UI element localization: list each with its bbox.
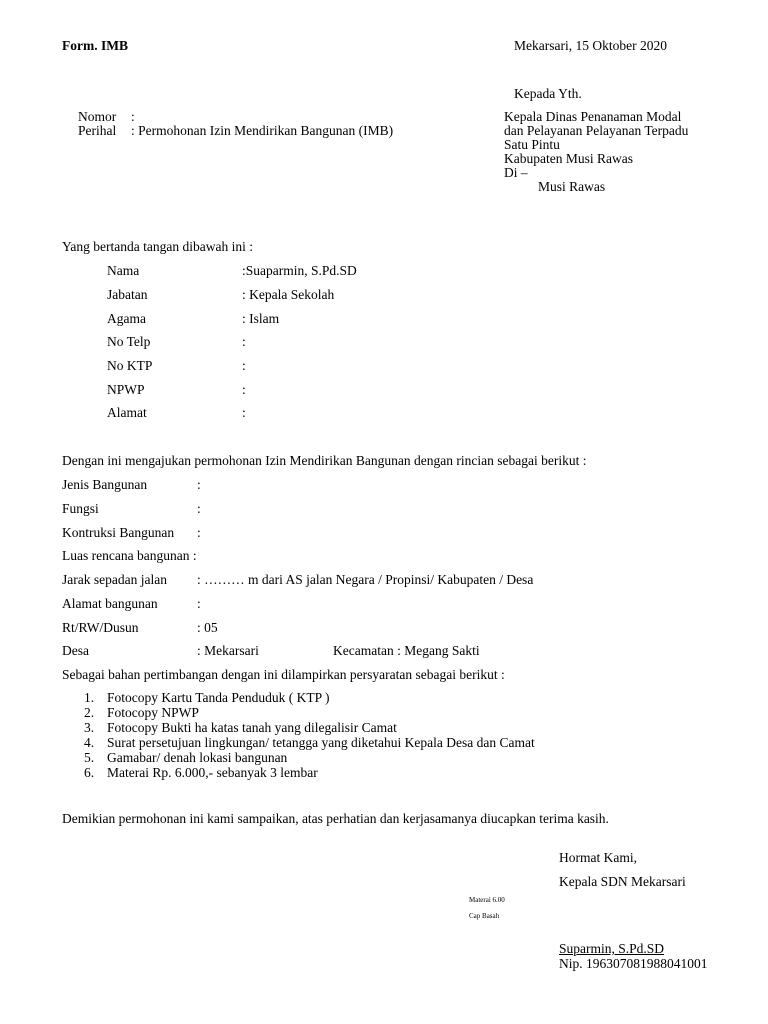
signer-name: Suparmin, S.Pd.SD: [559, 941, 665, 956]
place-date: Mekarsari, 15 Oktober 2020: [514, 38, 667, 53]
signer-nip: Nip. 196307081988041001: [559, 956, 708, 971]
closing-regards: Hormat Kami,: [559, 850, 637, 865]
building-label-desa: Desa: [62, 643, 89, 658]
applicant-intro: Yang bertanda tangan dibawah ini :: [62, 239, 253, 254]
field-label-no-ktp: No KTP: [107, 358, 153, 373]
requirement-number: 4.: [84, 735, 95, 750]
field-label-jabatan: Jabatan: [107, 287, 148, 302]
requirement-number: 5.: [84, 750, 95, 765]
building-label-jenis: Jenis Bangunan: [62, 477, 148, 492]
nomor-value: :: [131, 109, 135, 124]
requirement-number: 2.: [84, 705, 95, 720]
building-value-desa: : Mekarsari: [197, 643, 259, 658]
requirement-item: Surat persetujuan lingkungan/ tetangga yang diketahui Kepala Desa dan Camat: [107, 735, 535, 750]
building-label-fungsi: Fungsi: [62, 501, 99, 516]
field-label-alamat: Alamat: [107, 405, 147, 420]
nomor-label: Nomor: [78, 109, 117, 124]
requirement-item: Gamabar/ denah lokasi bangunan: [107, 750, 288, 765]
building-value-alamat: :: [197, 596, 201, 611]
form-title: Form. IMB: [62, 38, 128, 53]
recipient-line: Satu Pintu: [504, 137, 560, 152]
building-kecamatan: Kecamatan : Megang Sakti: [333, 643, 480, 658]
field-value-npwp: :: [242, 382, 246, 397]
building-intro: Dengan ini mengajukan permohonan Izin Mendirikan Bangunan dengan rincian sebagai berikut :: [62, 453, 587, 468]
cap-basah-note: Cap Basah: [469, 912, 500, 920]
recipient-line: dan Pelayanan Pelayanan Terpadu: [504, 123, 689, 138]
field-value-no-telp: :: [242, 334, 246, 349]
field-value-agama: : Islam: [242, 311, 280, 326]
recipient-greeting: Kepada Yth.: [514, 86, 582, 101]
field-label-agama: Agama: [107, 311, 146, 326]
field-value-no-ktp: :: [242, 358, 246, 373]
recipient-line: Musi Rawas: [538, 179, 606, 194]
closing-text: Demikian permohonan ini kami sampaikan, atas perhatian dan kerjasamanya diucapkan terima kasih.: [62, 811, 609, 826]
requirement-item: Fotocopy NPWP: [107, 705, 199, 720]
recipient-line: Di –: [504, 165, 528, 180]
building-label-jarak: Jarak sepadan jalan: [62, 572, 167, 587]
building-label-luas: Luas rencana bangunan :: [62, 548, 197, 563]
requirement-number: 6.: [84, 765, 95, 780]
requirement-number: 1.: [84, 690, 95, 705]
building-value-rtrw: : 05: [197, 620, 218, 635]
field-label-no-telp: No Telp: [107, 334, 151, 349]
signer-position: Kepala SDN Mekarsari: [559, 874, 686, 889]
requirements-intro: Sebagai bahan pertimbangan dengan ini dilampirkan persyaratan sebagai berikut :: [62, 667, 505, 682]
field-value-alamat: :: [242, 405, 246, 420]
field-value-nama: :Suaparmin, S.Pd.SD: [242, 263, 357, 278]
building-label-alamat: Alamat bangunan: [62, 596, 158, 611]
perihal-value: : Permohonan Izin Mendirikan Bangunan (IMB): [131, 123, 394, 138]
building-value-kontruksi: :: [197, 525, 201, 540]
materai-note: Materai 6.00: [469, 896, 505, 904]
building-value-jenis: :: [197, 477, 201, 492]
requirement-item: Fotocopy Bukti ha katas tanah yang dilegalisir Camat: [107, 720, 397, 735]
building-label-rtrw: Rt/RW/Dusun: [62, 620, 139, 635]
building-label-kontruksi: Kontruksi Bangunan: [62, 525, 175, 540]
requirement-item: Fotocopy Kartu Tanda Penduduk ( KTP ): [107, 690, 330, 705]
building-value-jarak: : ……… m dari AS jalan Negara / Propinsi/ Kabupaten / Desa: [197, 572, 534, 587]
recipient-line: Kabupaten Musi Rawas: [504, 151, 633, 166]
recipient-line: Kepala Dinas Penanaman Modal: [504, 109, 682, 124]
requirement-item: Materai Rp. 6.000,- sebanyak 3 lembar: [107, 765, 318, 780]
requirement-number: 3.: [84, 720, 95, 735]
building-value-fungsi: :: [197, 501, 201, 516]
field-label-nama: Nama: [107, 263, 140, 278]
field-label-npwp: NPWP: [107, 382, 145, 397]
perihal-label: Perihal: [78, 123, 117, 138]
field-value-jabatan: : Kepala Sekolah: [242, 287, 335, 302]
